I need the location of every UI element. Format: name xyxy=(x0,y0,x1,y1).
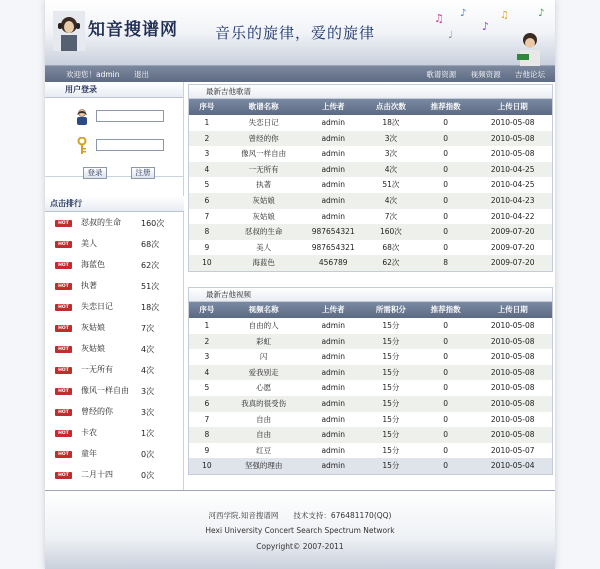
table-cell: 0 xyxy=(443,445,448,455)
table-cell: 7次 xyxy=(384,211,398,221)
nav-link-videos[interactable]: 视频资源 xyxy=(470,70,501,79)
table-cell: 9 xyxy=(204,445,210,455)
table-cell: 8 xyxy=(443,258,448,268)
table-cell: admin xyxy=(321,195,345,205)
table-cell: 2010-04-25 xyxy=(490,180,535,190)
column-header: 上传者 xyxy=(321,102,345,111)
footer-english-name: Hexi University Concert Search Spectrum Network xyxy=(205,526,395,535)
column-header: 序号 xyxy=(199,102,215,111)
ranking-item-name[interactable]: 一无所有 xyxy=(81,365,113,374)
table-row[interactable] xyxy=(189,255,552,271)
table-row[interactable] xyxy=(189,193,552,209)
table-row[interactable] xyxy=(189,162,552,178)
ranking-item-count: 0次 xyxy=(141,471,155,480)
table-cell: 4 xyxy=(204,164,210,174)
column-header: 序号 xyxy=(199,305,215,314)
table-cell: 0 xyxy=(443,461,448,471)
ranking-item[interactable] xyxy=(45,237,184,258)
title-link[interactable]: 自由 xyxy=(256,414,272,424)
table-cell: 2010-05-08 xyxy=(490,430,535,440)
welcome-text: 欢迎您！admin xyxy=(66,70,120,79)
table-cell: 2010-05-07 xyxy=(490,445,535,455)
ranking-item-name[interactable]: 二月十四 xyxy=(81,470,113,479)
ranking-item-count: 62次 xyxy=(141,261,160,270)
footer-credits: 河西学院.知音搜谱网 技术支持：676481170(QQ) xyxy=(208,511,392,520)
svg-text:♪: ♪ xyxy=(482,20,490,33)
column-header: 推荐指数 xyxy=(430,305,461,314)
table-cell: 0 xyxy=(443,164,448,174)
table-cell: 2009-07-20 xyxy=(490,258,535,268)
table-cell: 456789 xyxy=(318,258,348,268)
table-cell: admin xyxy=(321,383,345,393)
hot-badge: HOT xyxy=(55,451,72,458)
svg-text:♪: ♪ xyxy=(538,8,545,19)
table-cell: 0 xyxy=(443,180,448,190)
ranking-item-name[interactable]: 灰姑娘 xyxy=(81,344,105,353)
column-header: 推荐指数 xyxy=(430,102,461,111)
ranking-item[interactable] xyxy=(45,300,184,321)
svg-text:♫: ♫ xyxy=(434,12,444,25)
ranking-item-count: 4次 xyxy=(141,345,155,354)
ranking-item[interactable] xyxy=(45,363,184,384)
table-cell: 4 xyxy=(204,367,210,377)
table-row[interactable] xyxy=(189,349,552,365)
table-cell: admin xyxy=(321,133,345,143)
table-cell: 15分 xyxy=(382,430,400,440)
ranking-item-name[interactable]: 卡农 xyxy=(81,428,97,437)
column-header: 视频名称 xyxy=(248,305,279,314)
table-cell: 3次 xyxy=(384,133,398,143)
ranking-item-name[interactable]: 童年 xyxy=(81,449,97,458)
table-row[interactable] xyxy=(189,209,552,225)
hot-badge: HOT xyxy=(55,472,72,479)
table-cell: 0 xyxy=(443,118,448,127)
table-row[interactable] xyxy=(189,240,552,256)
title-link[interactable]: 曾经的你 xyxy=(248,133,279,143)
table-cell: 0 xyxy=(443,242,448,252)
table-cell: 15分 xyxy=(382,367,400,377)
table-cell: 0 xyxy=(443,227,448,237)
title-link[interactable]: 坚强的理由 xyxy=(244,461,283,471)
site-title[interactable]: 知音搜谱网 xyxy=(88,20,178,40)
table-cell: 15分 xyxy=(382,461,400,471)
ranking-title: 点击排行 xyxy=(45,196,184,212)
table-cell: 0 xyxy=(443,414,448,424)
table-cell: 15分 xyxy=(382,445,400,455)
table-cell: 15分 xyxy=(382,321,400,330)
table-cell: admin xyxy=(321,367,345,377)
table-cell: 3 xyxy=(204,149,210,159)
table-cell: 3次 xyxy=(384,149,398,159)
table-cell: admin xyxy=(321,461,345,471)
table-cell: 6 xyxy=(204,195,210,205)
table-cell: 4次 xyxy=(384,164,398,174)
nav-link-sheet-music[interactable]: 歌谱资源 xyxy=(426,70,457,79)
title-link[interactable]: 像风一样自由 xyxy=(241,149,287,159)
password-field[interactable] xyxy=(96,139,164,151)
ranking-item[interactable] xyxy=(45,384,184,405)
title-link[interactable]: 执著 xyxy=(256,180,272,190)
table-cell: 2010-04-23 xyxy=(490,195,535,205)
table-row[interactable] xyxy=(189,131,552,147)
table-cell: 0 xyxy=(443,321,448,330)
table-cell: admin xyxy=(321,445,345,455)
table-cell: 2010-05-08 xyxy=(490,133,535,143)
title-link[interactable]: 一无所有 xyxy=(248,164,279,174)
title-link[interactable]: 红豆 xyxy=(256,445,272,455)
footer-copyright: Copyright© 2007-2011 xyxy=(256,542,344,551)
title-link[interactable]: 心愿 xyxy=(256,383,272,393)
table-cell: 7 xyxy=(204,414,210,424)
music-notes-icon xyxy=(430,2,555,66)
hot-badge: HOT xyxy=(55,409,72,416)
table-cell: 0 xyxy=(443,211,448,221)
video-rows xyxy=(189,318,552,474)
ranking-item-count: 1次 xyxy=(141,429,155,438)
table-cell: 0 xyxy=(443,352,448,362)
ranking-item-count: 51次 xyxy=(141,282,160,291)
table-cell: 987654321 xyxy=(311,242,355,252)
table-cell: 2010-04-25 xyxy=(490,164,535,174)
table-cell: 0 xyxy=(443,336,448,346)
column-header: 点击次数 xyxy=(375,102,406,111)
table-row[interactable] xyxy=(189,177,552,193)
ranking-item-name[interactable]: 执著 xyxy=(81,281,97,290)
login-button[interactable]: 登录 xyxy=(83,167,107,179)
key-icon xyxy=(76,137,88,155)
table-cell: 15分 xyxy=(382,414,400,424)
column-header: 上传日期 xyxy=(497,102,528,111)
ranking-item-count: 68次 xyxy=(141,240,160,249)
title-link[interactable]: 自由的人 xyxy=(248,321,279,330)
table-cell: admin xyxy=(321,321,345,330)
table-row[interactable] xyxy=(189,396,552,412)
table-cell: 0 xyxy=(443,133,448,143)
hot-badge: HOT xyxy=(55,283,72,290)
ranking-item-count: 0次 xyxy=(141,450,155,459)
ranking-item-name[interactable]: 失恋日记 xyxy=(81,302,113,311)
video-header xyxy=(189,302,552,318)
table-cell: 3 xyxy=(204,352,210,362)
login-title: 用户登录 xyxy=(45,82,183,98)
table-cell: 987654321 xyxy=(311,227,355,237)
title-link[interactable]: 怼叔的生命 xyxy=(244,227,283,237)
table-cell: 0 xyxy=(443,430,448,440)
hot-badge: HOT xyxy=(55,241,72,248)
table-cell: admin xyxy=(321,430,345,440)
table-cell: 2010-05-08 xyxy=(490,367,535,377)
table-cell: 18次 xyxy=(382,118,400,127)
ranking-item-name[interactable]: 怼叔的生命 xyxy=(81,218,121,227)
ranking-item-name[interactable]: 像风一样自由 xyxy=(81,386,129,395)
hot-badge: HOT xyxy=(55,262,72,269)
svg-text:♪: ♪ xyxy=(460,8,467,19)
table-cell: admin xyxy=(321,398,345,408)
table-row[interactable] xyxy=(189,412,552,428)
svg-text:♫: ♫ xyxy=(500,10,509,21)
table-cell: 2010-05-08 xyxy=(490,321,535,330)
hot-badge: HOT xyxy=(55,367,72,374)
table-cell: 68次 xyxy=(382,242,400,252)
ranking-item[interactable] xyxy=(45,321,184,342)
sheet-music-title: 最新吉他歌谱 xyxy=(189,85,552,99)
title-link[interactable]: 灰姑娘 xyxy=(252,195,275,205)
table-cell: 0 xyxy=(443,398,448,408)
table-cell: 51次 xyxy=(382,180,400,190)
table-cell: 1 xyxy=(204,118,210,127)
column-header: 上传日期 xyxy=(497,305,528,314)
svg-text:♩: ♩ xyxy=(448,30,453,41)
ranking-item-name[interactable]: 灰姑娘 xyxy=(81,323,105,332)
logo-icon xyxy=(53,11,85,51)
ranking-item-count: 3次 xyxy=(141,387,155,396)
table-cell: 6 xyxy=(204,398,210,408)
site-header xyxy=(45,0,555,66)
video-panel xyxy=(188,287,553,475)
table-cell: 10 xyxy=(202,258,212,268)
title-link[interactable]: 美人 xyxy=(256,242,272,252)
table-cell: 4次 xyxy=(384,195,398,205)
table-row[interactable] xyxy=(189,318,552,334)
sheet-music-rows xyxy=(189,115,552,271)
table-cell: 15分 xyxy=(382,352,400,362)
ranking-item[interactable] xyxy=(45,447,184,468)
column-header: 所需积分 xyxy=(375,305,406,314)
table-cell: admin xyxy=(321,149,345,159)
ranking-item[interactable] xyxy=(45,342,184,363)
table-cell: 2010-05-04 xyxy=(490,461,535,471)
table-cell: 160次 xyxy=(379,227,402,237)
table-cell: 15分 xyxy=(382,336,400,346)
table-cell: admin xyxy=(321,336,345,346)
title-link[interactable]: 我真的很受伤 xyxy=(241,398,287,408)
hot-badge: HOT xyxy=(55,325,72,332)
ranking-item[interactable] xyxy=(45,216,184,237)
table-row[interactable] xyxy=(189,115,552,131)
table-cell: 0 xyxy=(443,195,448,205)
ranking-item[interactable] xyxy=(45,468,184,489)
table-cell: admin xyxy=(321,211,345,221)
title-link[interactable]: 自由 xyxy=(256,430,272,440)
table-cell: 62次 xyxy=(382,258,400,268)
table-row[interactable] xyxy=(189,146,552,162)
table-cell: 10 xyxy=(202,461,212,471)
table-cell: 8 xyxy=(204,227,210,237)
table-cell: 9 xyxy=(204,242,210,252)
nav-link-forum[interactable]: 吉他论坛 xyxy=(515,70,545,79)
register-button[interactable]: 注册 xyxy=(131,167,155,179)
title-link[interactable]: 失恋日记 xyxy=(248,118,279,127)
sheet-music-header xyxy=(189,99,552,115)
table-row[interactable] xyxy=(189,427,552,443)
table-cell: 2009-07-20 xyxy=(490,227,535,237)
table-cell: 5 xyxy=(204,180,210,190)
ranking-item-name[interactable]: 美人 xyxy=(81,239,97,248)
table-cell: 2010-05-08 xyxy=(490,352,535,362)
logout-link[interactable]: 退出 xyxy=(134,70,149,79)
table-cell: 1 xyxy=(204,321,210,330)
ranking-item[interactable] xyxy=(45,426,184,447)
title-link[interactable]: 海蓝色 xyxy=(252,258,275,268)
table-cell: 2010-05-08 xyxy=(490,336,535,346)
site-slogan: 音乐的旋律，爱的旋律 xyxy=(215,24,376,42)
ranking-item-count: 4次 xyxy=(141,366,155,375)
table-cell: 2010-05-08 xyxy=(490,398,535,408)
username-field[interactable] xyxy=(96,110,164,122)
table-cell: 2 xyxy=(204,336,210,346)
top-nav-bar xyxy=(45,66,555,82)
table-row[interactable] xyxy=(189,224,552,240)
ranking-item-name[interactable]: 曾经的你 xyxy=(81,407,113,416)
site-footer xyxy=(45,490,555,569)
hot-badge: HOT xyxy=(55,388,72,395)
ranking-item-count: 3次 xyxy=(141,408,155,417)
ranking-item-count: 18次 xyxy=(141,303,160,312)
table-row[interactable] xyxy=(189,365,552,381)
table-cell: 5 xyxy=(204,383,210,393)
hot-badge: HOT xyxy=(55,346,72,353)
table-cell: admin xyxy=(321,414,345,424)
sidebar xyxy=(45,82,184,490)
table-cell: 0 xyxy=(443,383,448,393)
table-cell: 2010-05-08 xyxy=(490,383,535,393)
hot-badge: HOT xyxy=(55,220,72,227)
table-cell: 15分 xyxy=(382,383,400,393)
title-link[interactable]: 爱我别走 xyxy=(248,367,279,377)
sheet-music-panel xyxy=(188,84,553,272)
table-cell: 2010-05-08 xyxy=(490,149,535,159)
column-header: 歌谱名称 xyxy=(248,102,279,111)
title-link[interactable]: 灰姑娘 xyxy=(252,211,275,221)
table-cell: 2010-05-08 xyxy=(490,118,535,127)
title-link[interactable]: 闪 xyxy=(259,352,268,362)
ranking-item-count: 160次 xyxy=(141,219,165,228)
column-header: 上传者 xyxy=(321,305,345,314)
table-cell: 15分 xyxy=(382,398,400,408)
table-row[interactable] xyxy=(189,380,552,396)
title-link[interactable]: 彩虹 xyxy=(256,336,272,346)
table-row[interactable] xyxy=(189,334,552,350)
table-cell: admin xyxy=(321,352,345,362)
video-title: 最新吉他视频 xyxy=(189,288,552,302)
table-cell: admin xyxy=(321,164,345,174)
table-cell: admin xyxy=(321,180,345,190)
table-cell: 2009-07-20 xyxy=(490,242,535,252)
table-row[interactable] xyxy=(189,458,552,474)
table-cell: 0 xyxy=(443,367,448,377)
ranking-item-name[interactable]: 海蓝色 xyxy=(81,260,105,269)
ranking-item[interactable] xyxy=(45,258,184,279)
login-box xyxy=(45,82,183,177)
table-cell: 8 xyxy=(204,430,210,440)
user-icon xyxy=(75,109,89,125)
nav-links xyxy=(414,69,545,80)
page-wrapper xyxy=(45,0,555,569)
ranking-item[interactable] xyxy=(45,279,184,300)
table-row[interactable] xyxy=(189,443,552,459)
table-cell: 0 xyxy=(443,149,448,159)
ranking-item[interactable] xyxy=(45,405,184,426)
hot-badge: HOT xyxy=(55,304,72,311)
table-cell: 7 xyxy=(204,211,210,221)
table-cell: 2 xyxy=(204,133,210,143)
table-cell: 2010-05-08 xyxy=(490,414,535,424)
ranking-item-count: 7次 xyxy=(141,324,155,333)
table-cell: 2010-04-22 xyxy=(490,211,535,221)
ranking-list xyxy=(45,216,184,489)
hot-badge: HOT xyxy=(55,430,72,437)
table-cell: admin xyxy=(321,118,345,127)
